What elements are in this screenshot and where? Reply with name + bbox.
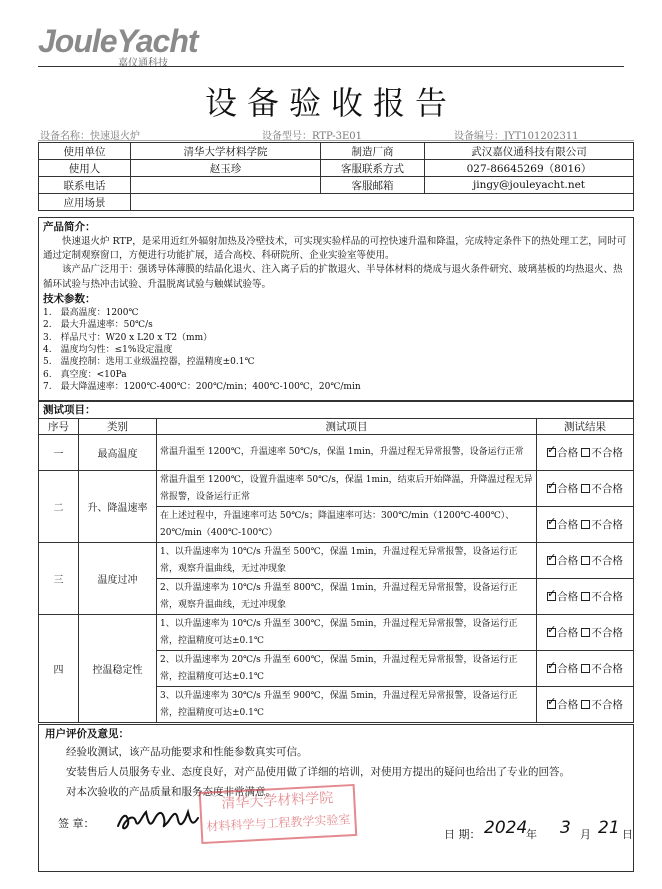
unit-value: 清华大学材料学院 [131,143,321,160]
date-label: 日 期： [444,828,481,841]
date-month: 3 [560,818,571,838]
table-row [39,435,634,471]
col-header-category: 类别 [79,419,157,435]
fail-label: 不合格 [591,483,623,495]
fail-label: 不合格 [591,663,623,675]
table-row [39,143,634,160]
param-item: 1. 最高温度：1200℃ [43,307,139,318]
day-unit: 日 [622,828,633,841]
test-result [537,471,634,507]
param-item: 4. 温度均匀性：≤1%设定温度 [43,345,173,356]
pass-label: 合格 [557,663,579,675]
checkbox-icon[interactable] [581,628,590,637]
checked-checkbox-icon[interactable] [547,628,556,637]
col-header-no: 序号 [39,419,79,435]
header-divider [38,66,624,67]
test-item: 常温升温至 1200℃，设置升温速率 50℃/s，保温 1min，结束后开始降温，升降温过程无异常报警，设备运行正常 [157,471,537,507]
table-row [39,194,634,211]
test-item: 1、以升温速率为 10℃/s 升温至 500℃，保温 1min，升温过程无异常报警，设备运行正常，观察升温曲线，无过冲现象 [157,543,537,579]
params-title: 技术参数： [43,292,96,305]
evaluation-paragraph: 经验收测试，该产品功能要求和性能参数真实可信。 [66,746,308,758]
checked-checkbox-icon[interactable] [547,520,556,529]
service-phone-value: 027-86645269（8016） [425,160,634,177]
test-no: 三 [39,543,79,615]
table-header-row [39,419,634,435]
device-number: 设备编号：JYT101202311 [454,131,579,142]
checked-checkbox-icon[interactable] [547,592,556,601]
user-value: 赵玉珍 [131,160,321,177]
intro-paragraph: 该产品广泛用于：强诱导体薄膜的结晶化退火、注入离子后的扩散退火、半导体材料的烧成与退火条件研究、玻璃基板的均热退火、热循环试验与热冲击试验、升温脱离试验与触媒试验等。 [43,264,623,290]
intro-title: 产品简介： [43,221,96,233]
table-row [39,160,634,177]
checked-checkbox-icon[interactable] [547,700,556,709]
checkbox-icon[interactable] [581,448,590,457]
test-category: 温度过冲 [79,543,157,615]
checkbox-icon[interactable] [581,556,590,565]
device-model: 设备型号：RTP-3E01 [262,131,362,142]
email-label: 客服邮箱 [321,177,425,194]
table-row [39,543,634,579]
param-item: 2. 最大升温速率：50℃/s [43,320,153,331]
info-table [38,142,634,211]
meta-divider [38,140,634,141]
company-logo [38,24,198,70]
product-intro-section [38,217,634,401]
checked-checkbox-icon[interactable] [547,556,556,565]
param-item: 7. 最大降温速率：1200℃-400℃：200℃/min；400℃-100℃，20℃/min [43,382,361,393]
test-item: 1、以升温速率为 10℃/s 升温至 300℃，保温 5min，升温过程无异常报警，设备运行正常，控温精度可达±0.1℃ [157,615,537,651]
checkbox-icon[interactable] [581,484,590,493]
param-item: 5. 温度控制：选用工业级温控器，控温精度±0.1℃ [43,357,255,368]
test-item: 2、以升温速率为 10℃/s 升温至 800℃，保温 1min，升温过程无异常报警，设备运行正常，观察升温曲线，无过冲现象 [157,579,537,615]
tests-table [38,418,634,723]
service-phone-label: 客服联系方式 [321,160,425,177]
phone-label: 联系电话 [39,177,131,194]
stamp-line: 材料科学与工程教学实验室 [206,812,351,834]
checked-checkbox-icon[interactable] [547,664,556,673]
intro-paragraph: 快速退火炉 RTP，是采用近红外辐射加热及冷壁技术，可实现实验样品的可控快速升温和降温，完成特定条件下的热处理工艺，同时可通过定制观察窗口，方便进行功能扩展，适合高校、科研院所、企业实验室等使用。 [43,236,627,262]
test-item: 在上述过程中，升温速率可达 50℃/s；降温速率可达：300℃/min（1200℃-400℃）、20℃/min（400℃-100℃） [157,507,537,543]
pass-label: 合格 [557,555,579,567]
test-result [537,579,634,615]
test-result [537,615,634,651]
tests-title: 测试项目： [43,404,96,416]
param-item: 6. 真空度：<10Pa [43,369,127,380]
table-row [39,615,634,651]
month-unit: 月 [580,828,591,841]
signature-label: 签 章： [58,817,95,830]
table-row [39,471,634,507]
phone-value [131,177,321,194]
date-year: 2024 [484,818,528,838]
stamp-line: 清华大学材料学院 [220,790,334,812]
email-value: jingy@jouleyacht.net [425,177,634,194]
test-item: 3、以升温速率为 30℃/s 升温至 900℃，保温 5min，升温过程无异常报警，设备运行正常，控温精度可达±0.1℃ [157,687,537,723]
test-category: 最高温度 [79,435,157,471]
test-category: 升、降温速率 [79,471,157,543]
checkbox-icon[interactable] [581,700,590,709]
test-no: 一 [39,435,79,471]
test-category: 控温稳定性 [79,615,157,723]
param-item: 3. 样品尺寸：W20 x L20 x T2（mm） [43,332,213,343]
test-result [537,687,634,723]
date-day: 21 [598,818,620,838]
evaluation-paragraph: 安装售后人员服务专业、态度良好，对产品使用做了详细的培训，对使用方提出的疑问也给出了专业的回答。 [66,766,570,778]
maker-label: 制造厂商 [321,143,425,160]
scene-label: 应用场景 [39,194,131,211]
user-label: 使用人 [39,160,131,177]
table-row [39,177,634,194]
pass-label: 合格 [557,591,579,603]
logo-subtitle: 嘉仪通科技 [118,58,168,69]
tests-title-bar [38,401,634,419]
test-result [537,651,634,687]
fail-label: 不合格 [591,591,623,603]
col-header-result: 测试结果 [537,419,634,435]
test-item: 常温升温至 1200℃，升温速率 50℃/s，保温 1min，升温过程无异常报警，设备运行正常 [157,435,537,471]
test-result [537,543,634,579]
pass-label: 合格 [557,519,579,531]
col-header-item: 测试项目 [157,419,537,435]
pass-label: 合格 [557,699,579,711]
fail-label: 不合格 [591,699,623,711]
checked-checkbox-icon[interactable] [547,484,556,493]
checkbox-icon[interactable] [581,664,590,673]
fail-label: 不合格 [591,447,623,459]
pass-label: 合格 [557,447,579,459]
handwritten-signature [112,798,212,838]
fail-label: 不合格 [591,555,623,567]
params-list [43,307,629,394]
device-name: 设备名称：快速退火炉 [40,131,140,142]
evaluation-paragraph: 对本次验收的产品质量和服务态度非常满意。 [66,786,276,798]
test-result [537,507,634,543]
checkbox-icon[interactable] [581,592,590,601]
page-title: 设备验收报告 [204,84,457,122]
unit-label: 使用单位 [39,143,131,160]
checked-checkbox-icon[interactable] [547,448,556,457]
fail-label: 不合格 [591,627,623,639]
test-result [537,435,634,471]
institution-stamp [199,784,358,844]
checkbox-icon[interactable] [581,520,590,529]
evaluation-title: 用户评价及意见： [45,728,129,740]
pass-label: 合格 [557,627,579,639]
maker-value: 武汉嘉仪通科技有限公司 [425,143,634,160]
scene-value [131,194,634,211]
test-no: 四 [39,615,79,723]
pass-label: 合格 [557,483,579,495]
year-unit: 年 [526,828,537,841]
fail-label: 不合格 [591,519,623,531]
test-no: 二 [39,471,79,543]
test-item: 2、以升温速率为 20℃/s 升温至 600℃，保温 5min，升温过程无异常报警，设备运行正常，控温精度可达±0.1℃ [157,651,537,687]
logo-text: JouleYacht [38,23,198,59]
